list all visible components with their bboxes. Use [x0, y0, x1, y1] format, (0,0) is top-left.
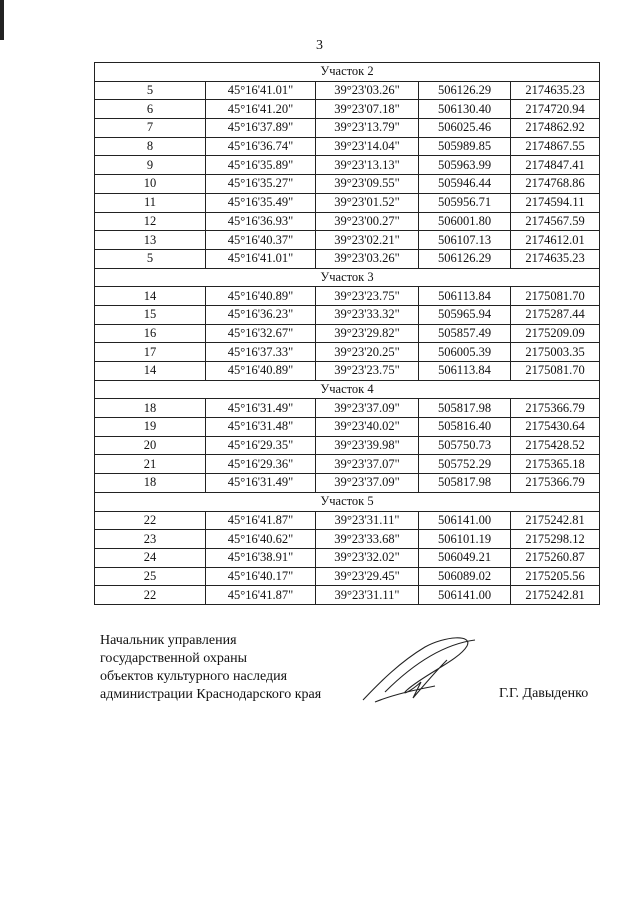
- table-cell: 39°23'29.45": [316, 567, 419, 586]
- table-cell: 45°16'35.89": [206, 156, 316, 175]
- signatory-title-line-4: администрации Краснодарского края: [100, 687, 322, 702]
- table-cell: 39°23'33.68": [316, 530, 419, 549]
- table-cell: 45°16'31.49": [206, 399, 316, 418]
- table-cell: 10: [95, 175, 206, 194]
- table-cell: 2175242.81: [511, 511, 600, 530]
- table-row: [95, 231, 600, 250]
- table-cell: 506130.40: [419, 100, 511, 119]
- section-header-row: [95, 268, 600, 287]
- table-cell: 12: [95, 212, 206, 231]
- table-cell: 39°23'37.09": [316, 399, 419, 418]
- table-cell: 39°23'13.79": [316, 119, 419, 138]
- table-cell: 505857.49: [419, 324, 511, 343]
- table-cell: 17: [95, 343, 206, 362]
- table-cell: 14: [95, 362, 206, 381]
- table-cell: 45°16'40.89": [206, 362, 316, 381]
- section-title: Участок 3: [95, 268, 600, 287]
- table-row: [95, 119, 600, 138]
- table-cell: 39°23'31.11": [316, 511, 419, 530]
- table-cell: 2175430.64: [511, 418, 600, 437]
- table-cell: 45°16'31.49": [206, 474, 316, 493]
- table-cell: 18: [95, 474, 206, 493]
- table-row: [95, 81, 600, 100]
- table-cell: 2175287.44: [511, 305, 600, 324]
- table-row: [95, 455, 600, 474]
- table-row: [95, 175, 600, 194]
- table-cell: 506089.02: [419, 567, 511, 586]
- table-row: [95, 362, 600, 381]
- table-cell: 39°23'33.32": [316, 305, 419, 324]
- table-cell: 2174594.11: [511, 193, 600, 212]
- table-cell: 45°16'41.20": [206, 100, 316, 119]
- table-cell: 506025.46: [419, 119, 511, 138]
- table-cell: 505989.85: [419, 137, 511, 156]
- signatory-title-line-2: государственной охраны: [100, 651, 248, 666]
- table-cell: 45°16'31.48": [206, 418, 316, 437]
- table-cell: 506126.29: [419, 249, 511, 268]
- table-row: [95, 249, 600, 268]
- table-row: [95, 548, 600, 567]
- table-row: [95, 418, 600, 437]
- table-row: [95, 324, 600, 343]
- table-row: [95, 100, 600, 119]
- table-cell: 14: [95, 287, 206, 306]
- table-cell: 15: [95, 305, 206, 324]
- signatory-title-line-3: объектов культурного наследия: [100, 669, 288, 684]
- coordinates-table: [94, 62, 600, 605]
- table-cell: 45°16'41.01": [206, 249, 316, 268]
- table-cell: 505963.99: [419, 156, 511, 175]
- table-cell: 39°23'09.55": [316, 175, 419, 194]
- table-cell: 39°23'00.27": [316, 212, 419, 231]
- section-header-row: [95, 380, 600, 399]
- table-cell: 2174867.55: [511, 137, 600, 156]
- table-cell: 20: [95, 436, 206, 455]
- page-edge-mark: [0, 0, 4, 40]
- table-cell: 18: [95, 399, 206, 418]
- table-cell: 39°23'14.04": [316, 137, 419, 156]
- table-cell: 45°16'36.74": [206, 137, 316, 156]
- table-cell: 2175428.52: [511, 436, 600, 455]
- table-cell: 39°23'02.21": [316, 231, 419, 250]
- table-cell: 45°16'41.01": [206, 81, 316, 100]
- table-cell: 45°16'41.87": [206, 586, 316, 605]
- table-cell: 45°16'37.89": [206, 119, 316, 138]
- table-row: [95, 193, 600, 212]
- table-row: [95, 474, 600, 493]
- table-cell: 506113.84: [419, 362, 511, 381]
- table-cell: 7: [95, 119, 206, 138]
- table-cell: 505750.73: [419, 436, 511, 455]
- table-cell: 2174720.94: [511, 100, 600, 119]
- table-cell: 39°23'31.11": [316, 586, 419, 605]
- table-cell: 45°16'36.23": [206, 305, 316, 324]
- table-cell: 5: [95, 249, 206, 268]
- table-row: [95, 287, 600, 306]
- table-cell: 506141.00: [419, 586, 511, 605]
- table-cell: 45°16'35.27": [206, 175, 316, 194]
- section-header-row: [95, 492, 600, 511]
- table-cell: 39°23'23.75": [316, 287, 419, 306]
- table-row: [95, 511, 600, 530]
- table-row: [95, 399, 600, 418]
- table-cell: 39°23'07.18": [316, 100, 419, 119]
- table-cell: 19: [95, 418, 206, 437]
- table-cell: 2174635.23: [511, 249, 600, 268]
- table-cell: 45°16'40.89": [206, 287, 316, 306]
- table-cell: 2174635.23: [511, 81, 600, 100]
- table-cell: 505946.44: [419, 175, 511, 194]
- table-cell: 9: [95, 156, 206, 175]
- section-title: Участок 2: [95, 63, 600, 82]
- table-cell: 39°23'13.13": [316, 156, 419, 175]
- table-cell: 39°23'37.09": [316, 474, 419, 493]
- table-cell: 45°16'40.62": [206, 530, 316, 549]
- table-cell: 2175260.87: [511, 548, 600, 567]
- table-cell: 39°23'01.52": [316, 193, 419, 212]
- table-cell: 506107.13: [419, 231, 511, 250]
- table-cell: 8: [95, 137, 206, 156]
- table-cell: 22: [95, 511, 206, 530]
- table-cell: 2175003.35: [511, 343, 600, 362]
- table-cell: 13: [95, 231, 206, 250]
- table-row: [95, 212, 600, 231]
- table-cell: 2175298.12: [511, 530, 600, 549]
- table-cell: 39°23'03.26": [316, 249, 419, 268]
- table-cell: 45°16'38.91": [206, 548, 316, 567]
- handwritten-signature: [355, 632, 485, 712]
- table-row: [95, 567, 600, 586]
- table-cell: 39°23'23.75": [316, 362, 419, 381]
- table-cell: 45°16'41.87": [206, 511, 316, 530]
- table-cell: 2174768.86: [511, 175, 600, 194]
- table-cell: 45°16'35.49": [206, 193, 316, 212]
- table-cell: 505956.71: [419, 193, 511, 212]
- section-title: Участок 4: [95, 380, 600, 399]
- table-cell: 23: [95, 530, 206, 549]
- table-row: [95, 305, 600, 324]
- table-row: [95, 343, 600, 362]
- section-header-row: [95, 63, 600, 82]
- table-cell: 506049.21: [419, 548, 511, 567]
- table-cell: 505752.29: [419, 455, 511, 474]
- table-cell: 45°16'32.67": [206, 324, 316, 343]
- table-row: [95, 156, 600, 175]
- table-cell: 2174567.59: [511, 212, 600, 231]
- table-cell: 2174612.01: [511, 231, 600, 250]
- table-cell: 45°16'37.33": [206, 343, 316, 362]
- table-cell: 39°23'03.26": [316, 81, 419, 100]
- table-row: [95, 586, 600, 605]
- table-cell: 11: [95, 193, 206, 212]
- table-cell: 506141.00: [419, 511, 511, 530]
- table-cell: 45°16'29.35": [206, 436, 316, 455]
- table-cell: 505817.98: [419, 399, 511, 418]
- table-cell: 16: [95, 324, 206, 343]
- table-cell: 45°16'29.36": [206, 455, 316, 474]
- signer-name: Г.Г. Давыденко: [499, 686, 589, 701]
- table-cell: 506113.84: [419, 287, 511, 306]
- table-cell: 39°23'40.02": [316, 418, 419, 437]
- table-cell: 24: [95, 548, 206, 567]
- table-cell: 2175366.79: [511, 399, 600, 418]
- table-cell: 2175242.81: [511, 586, 600, 605]
- table-cell: 2174847.41: [511, 156, 600, 175]
- table-cell: 39°23'20.25": [316, 343, 419, 362]
- table-row: [95, 137, 600, 156]
- table-cell: 2175365.18: [511, 455, 600, 474]
- table-cell: 45°16'40.17": [206, 567, 316, 586]
- table-cell: 506126.29: [419, 81, 511, 100]
- table-cell: 39°23'32.02": [316, 548, 419, 567]
- table-cell: 45°16'40.37": [206, 231, 316, 250]
- table-cell: 2175209.09: [511, 324, 600, 343]
- table-cell: 5: [95, 81, 206, 100]
- table-cell: 2175081.70: [511, 287, 600, 306]
- table-row: [95, 530, 600, 549]
- table-cell: 39°23'29.82": [316, 324, 419, 343]
- table-cell: 506101.19: [419, 530, 511, 549]
- table-row: [95, 436, 600, 455]
- table-cell: 25: [95, 567, 206, 586]
- table-cell: 506001.80: [419, 212, 511, 231]
- table-cell: 2175366.79: [511, 474, 600, 493]
- table-cell: 505965.94: [419, 305, 511, 324]
- table-cell: 45°16'36.93": [206, 212, 316, 231]
- table-cell: 2175081.70: [511, 362, 600, 381]
- table-cell: 506005.39: [419, 343, 511, 362]
- table-cell: 6: [95, 100, 206, 119]
- table-cell: 2175205.56: [511, 567, 600, 586]
- table-cell: 39°23'39.98": [316, 436, 419, 455]
- table-cell: 22: [95, 586, 206, 605]
- signatory-title-line-1: Начальник управления: [100, 633, 237, 648]
- table-cell: 39°23'37.07": [316, 455, 419, 474]
- page-number: 3: [316, 38, 323, 53]
- section-title: Участок 5: [95, 492, 600, 511]
- signatory-block: [100, 632, 321, 704]
- table-cell: 505816.40: [419, 418, 511, 437]
- table-cell: 21: [95, 455, 206, 474]
- table-cell: 505817.98: [419, 474, 511, 493]
- table-cell: 2174862.92: [511, 119, 600, 138]
